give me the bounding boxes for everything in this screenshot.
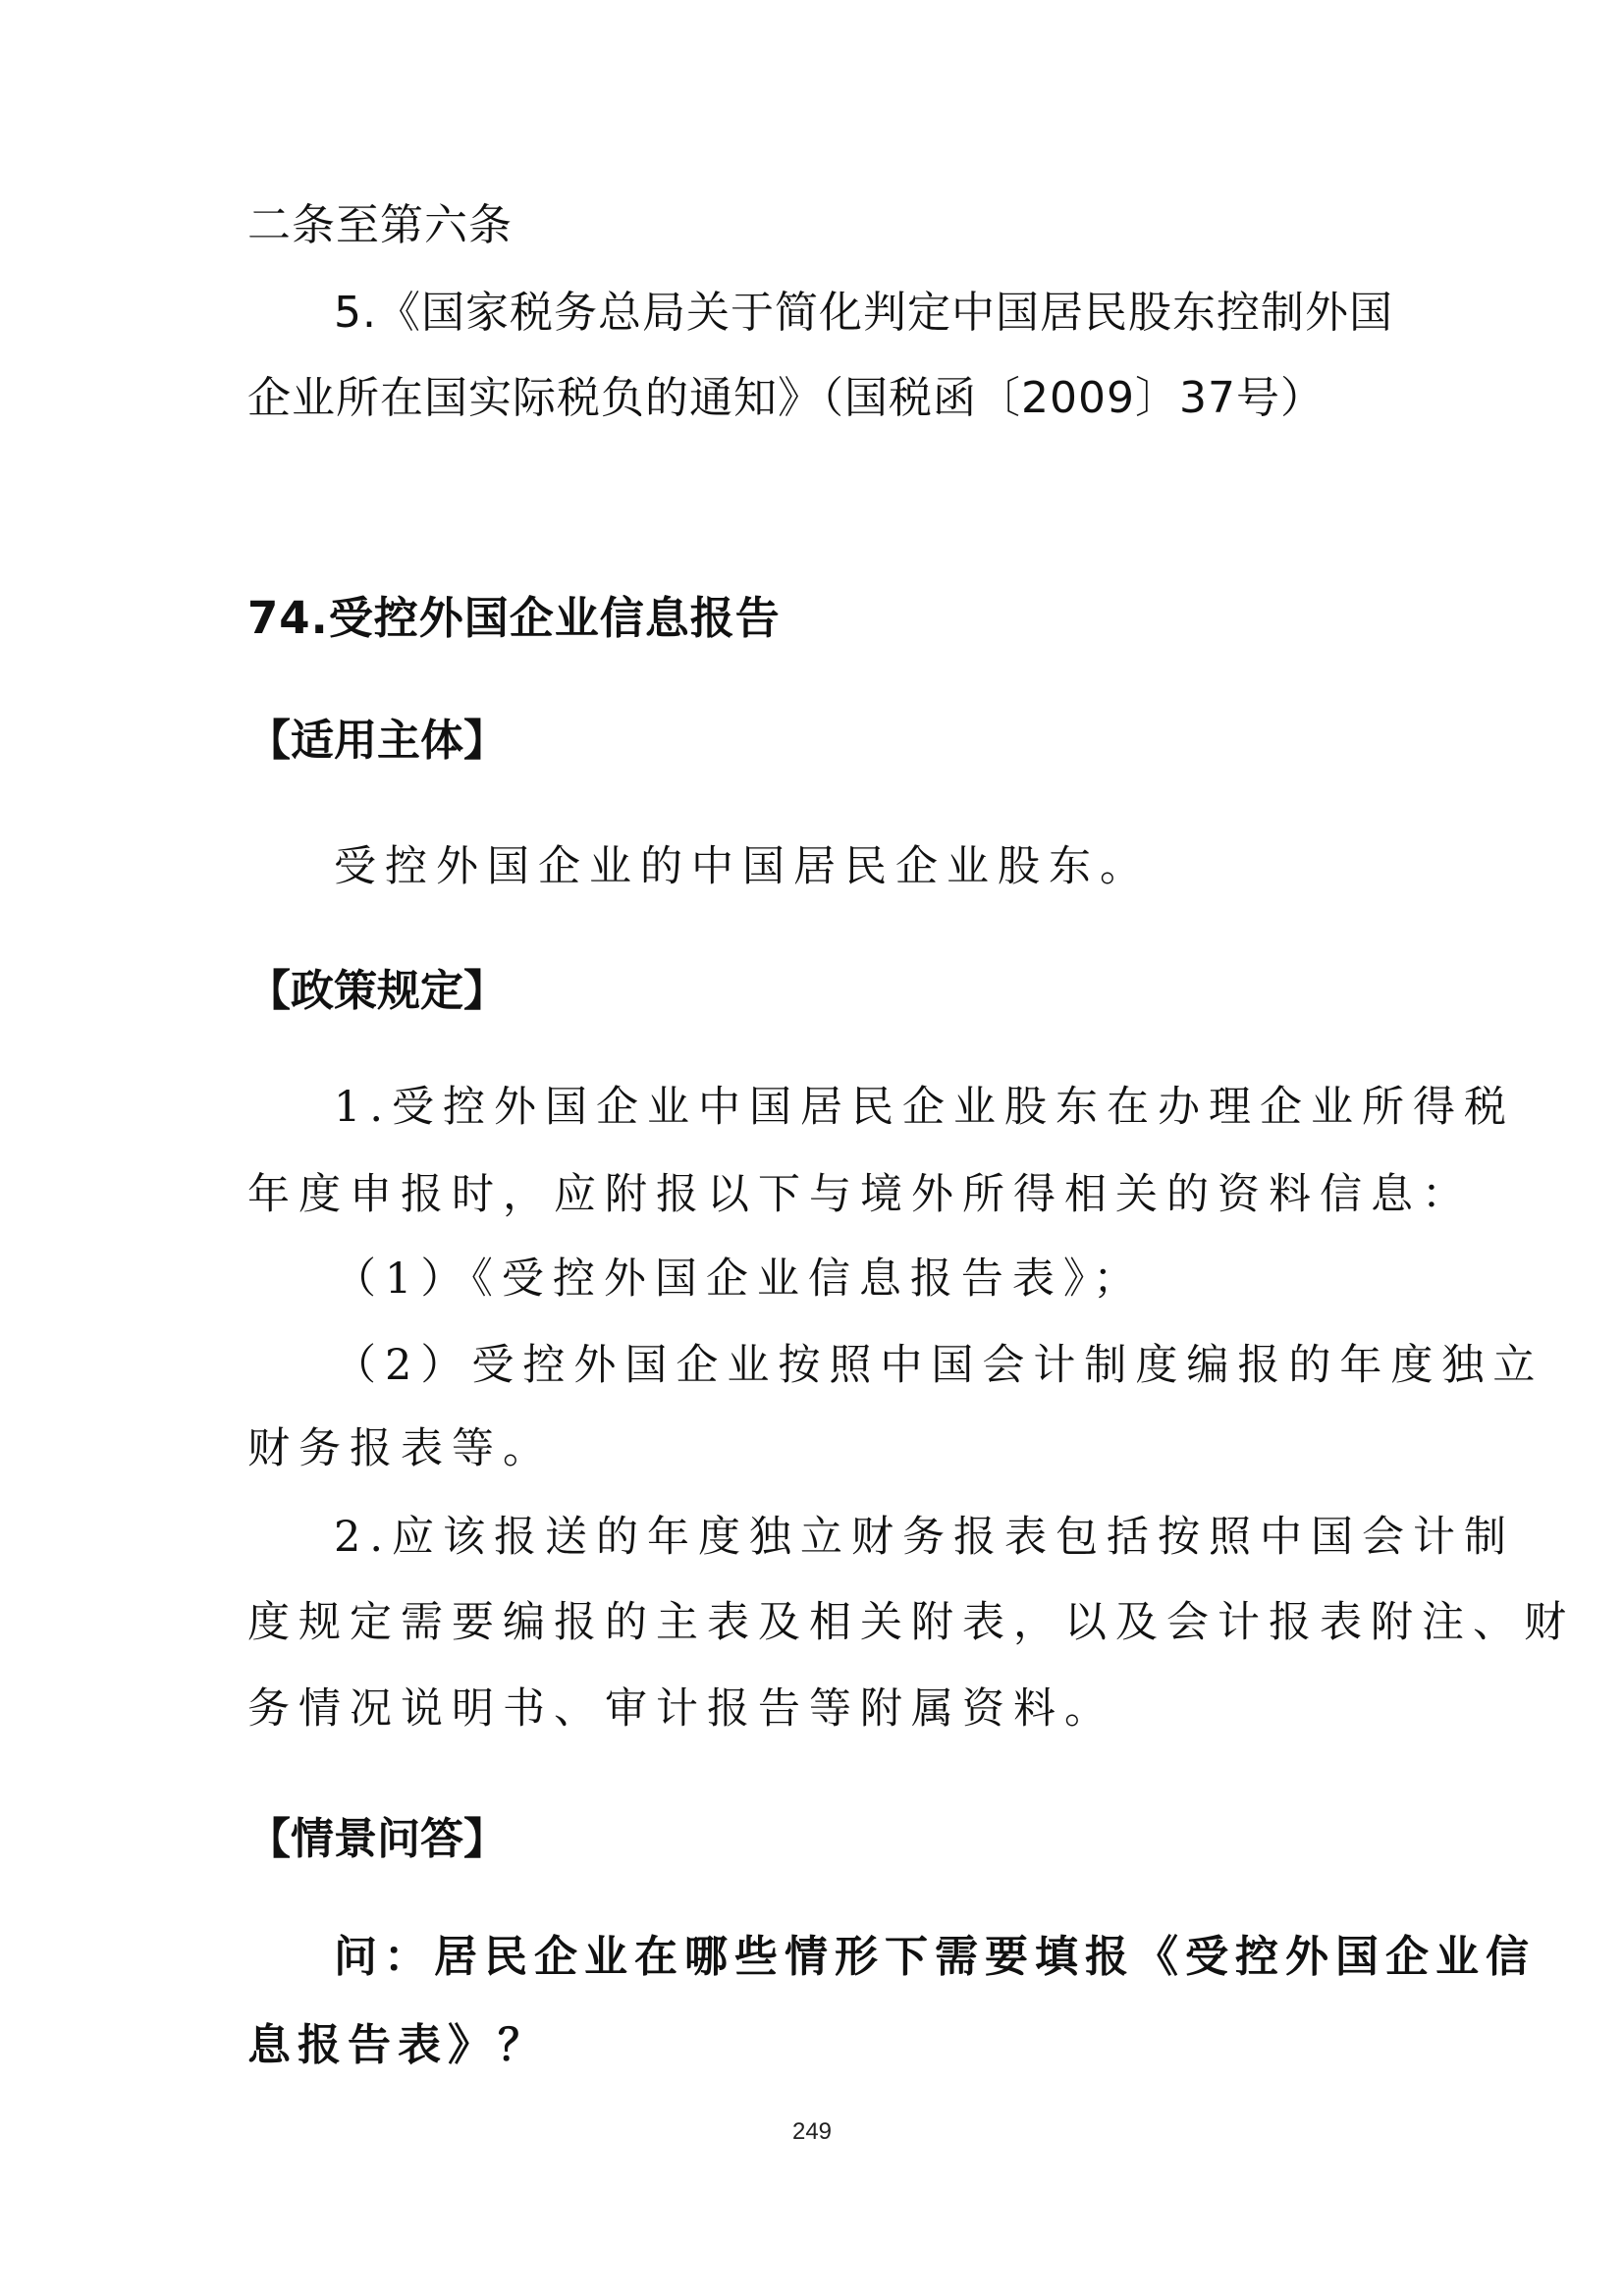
qa-question-line-2: 息报告表》？ bbox=[247, 2020, 548, 2070]
intro-line-2: 5.《国家税务总局关于简化判定中国居民股东控制外国 bbox=[334, 288, 1393, 338]
section-title: 74.受控外国企业信息报告 bbox=[247, 592, 781, 644]
policy-item-1: （1）《受控外国企业信息报告表》； bbox=[334, 1255, 1145, 1304]
intro-line-1: 二条至第六条 bbox=[247, 200, 513, 250]
applicable-heading: 【适用主体】 bbox=[247, 716, 507, 766]
policy-p2-line-2: 度规定需要编报的主表及相关附表，以及会计报表附注、财 bbox=[247, 1598, 1575, 1647]
policy-item-2-line-1: （2）受控外国企业按照中国会计制度编报的年度独立 bbox=[334, 1341, 1544, 1390]
policy-p1-line-1: 1.受控外国企业中国居民企业股东在办理企业所得税 bbox=[334, 1083, 1516, 1132]
applicable-text: 受控外国企业的中国居民企业股东。 bbox=[334, 842, 1151, 891]
policy-p1-line-2: 年度申报时，应附报以下与境外所得相关的资料信息： bbox=[247, 1170, 1473, 1219]
policy-heading: 【政策规定】 bbox=[247, 966, 507, 1016]
intro-line-3: 企业所在国实际税负的通知》（国税函〔2009〕37号） bbox=[247, 373, 1325, 423]
policy-item-2-line-2: 财务报表等。 bbox=[247, 1424, 554, 1473]
policy-p2-line-3: 务情况说明书、审计报告等附属资料。 bbox=[247, 1684, 1115, 1734]
page-number: 249 bbox=[791, 2118, 833, 2145]
qa-question-line-1: 问：居民企业在哪些情形下需要填报《受控外国企业信 bbox=[334, 1932, 1536, 1982]
policy-p2-line-1: 2.应该报送的年度独立财务报表包括按照中国会计制 bbox=[334, 1513, 1516, 1562]
qa-heading: 【情景问答】 bbox=[247, 1814, 507, 1864]
